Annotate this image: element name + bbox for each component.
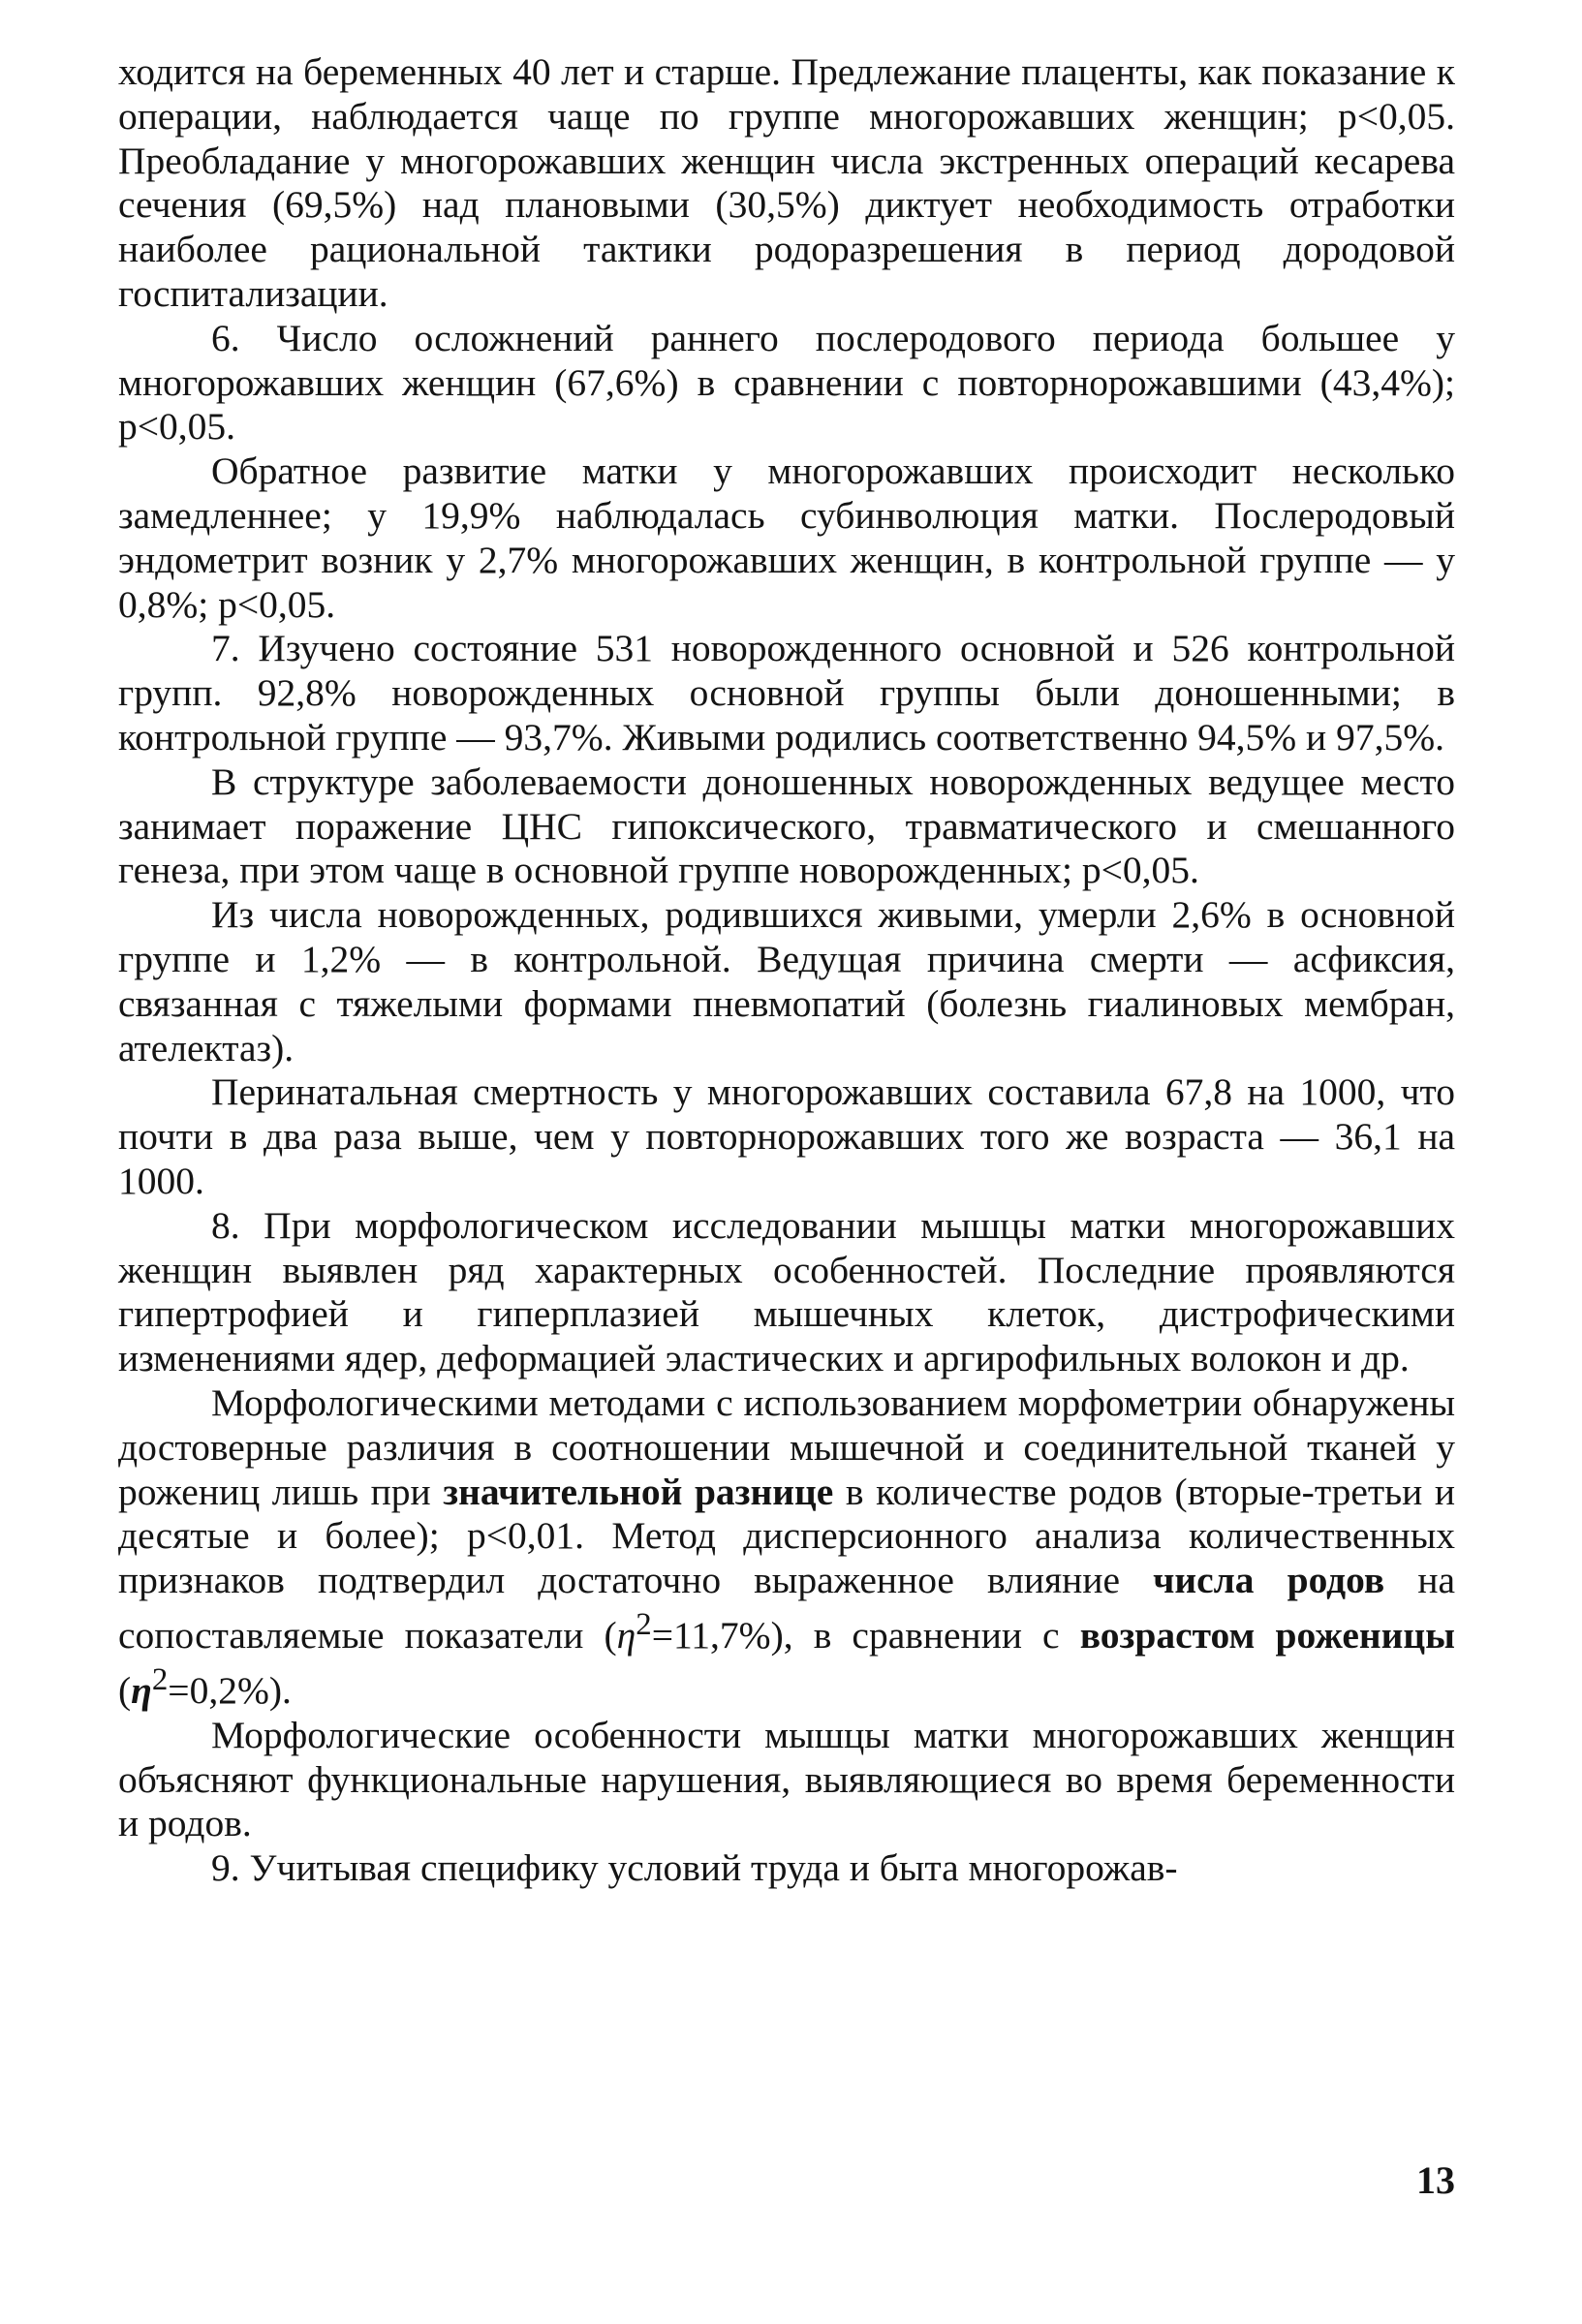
paragraph-perinatal: Перинатальная смертность у многорожавших составила 67,8 на 1000, что почти в два раза выше, чем у повторнорожавших того же возраста — 36,1 на 1000.	[118, 1070, 1455, 1202]
bold-term: возрастом роженицы	[1079, 1614, 1455, 1658]
superscript: 2	[151, 1661, 169, 1697]
paragraph-item-6: 6. Число осложнений раннего послеродового периода большее у многорожавших женщин (67,6%) в сравнении с повторнорожавшими (43,4%); p<0,05.	[118, 316, 1455, 449]
paragraph-morphometry	[118, 1381, 1455, 1714]
paragraph-item-7: 7. Изучено состояние 531 новорожденного основной и 526 контрольной групп. 92,8% новорожденных основной группы были доношенными; в контрольной группе — 93,7%. Живыми родились соответственно 94,5% и 97,5%.	[118, 627, 1455, 759]
body-text	[118, 50, 1455, 1891]
eta-symbol: η	[616, 1614, 636, 1658]
paragraph-continued: ходится на беременных 40 лет и старше. Предлежание плаценты, как показание к операции, наблюдается чаще по группе многорожавших женщин; p<0,05. Преобладание у многорожавших женщин числа экстренных операций кесарева сечения (69,5%) над плановыми (30,5%) диктует необходимость отработки наиболее рациональной тактики родоразрешения в период дородовой госпитализации.	[118, 50, 1455, 315]
paragraph-item-8: 8. При морфологическом исследовании мышцы матки многорожавших женщин выявлен ряд характерных особенностей. Последние проявляются гипертрофией и гиперплазией мышечных клеток, дистрофическими изменениями ядер, деформацией эластических и аргирофильных волокон и др.	[118, 1203, 1455, 1380]
text-run: в количестве родов (вторые-третьи и десятые и более); p<0,01. Метод дисперсионного анализа количественных признаков подтвердил достаточно выраженное влияние	[118, 1470, 1455, 1602]
text-run: Морфологическими методами с использованием морфометрии обнаружены достоверные различия в соотношении мышечной и соединительной тканей у рожениц лишь при	[118, 1380, 1455, 1513]
paragraph-item-9: 9. Учитывая специфику условий труда и быта многорожав-	[211, 1846, 1178, 1890]
paragraph-functional: Морфологические особенности мышцы матки многорожавших женщин объясняют функциональные нарушения, выявляющиеся во время беременности и родов.	[118, 1713, 1455, 1845]
superscript: 2	[636, 1606, 652, 1642]
text-run: (	[118, 1669, 132, 1712]
paragraph-mortality: Из числа новорожденных, родившихся живыми, умерли 2,6% в основной группе и 1,2% — в контрольной. Ведущая причина смерти — асфиксия, связанная с тяжелыми формами пневмопатий (болезнь гиалиновых мембран, ателектаз).	[118, 893, 1455, 1069]
paragraph-uterus-involution: Обратное развитие матки у многорожавших происходит несколько замедленнее; у 19,9% наблюдалась субинволюция матки. Послеродовый эндометрит возник у 2,7% многорожавших женщин, в контрольной группе — у 0,8%; p<0,05.	[118, 449, 1455, 626]
text-run: на сопоставляемые показатели (	[118, 1559, 1455, 1658]
paragraph-morbidity: В структуре заболеваемости доношенных новорожденных ведущее место занимает поражение ЦНС гипоксического, травматического и смешанного генеза, при этом чаще в основной группе новорожденных; p<0,05.	[118, 759, 1455, 892]
bold-term: числа родов	[1153, 1559, 1385, 1602]
text-run: =11,7%), в сравнении с	[651, 1614, 1080, 1658]
eta-symbol: η	[131, 1669, 152, 1712]
bold-term: значительной разнице	[443, 1470, 834, 1513]
page-number: 13	[1416, 2158, 1455, 2202]
text-run: =0,2%).	[168, 1669, 292, 1712]
